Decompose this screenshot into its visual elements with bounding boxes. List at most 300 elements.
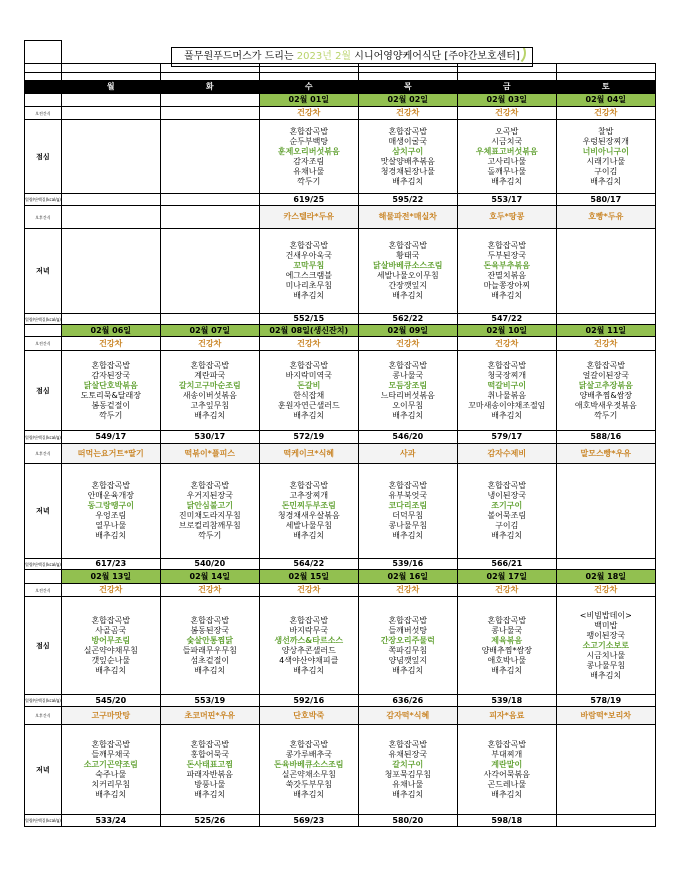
menu-item: 유채나물: [392, 779, 424, 789]
afternoon-snack-cell: 초코머핀*우유: [160, 707, 259, 725]
main-dish: 닭안심불고기: [186, 501, 233, 510]
day-header: 금: [457, 81, 556, 94]
menu-item: 혼합잡곡밥: [91, 739, 131, 749]
menu-item: 매생이굴국: [388, 136, 428, 146]
menu-item: 청경채된장나물: [380, 166, 435, 176]
menu-item: 들깨무채국: [91, 749, 131, 759]
row-label-kcal: 열량/단백질(kcal/g): [25, 194, 62, 206]
kcal-cell: 553/19: [160, 695, 259, 707]
menu-item: 배추김치: [491, 531, 523, 540]
menu-item: 혼합잡곡밥: [91, 615, 131, 625]
morning-snack-cell: 건강차: [556, 337, 655, 351]
row-label-lunch: 점심: [25, 351, 62, 431]
morning-snack-cell: 건강차: [259, 337, 358, 351]
header-spacer-cell: [61, 41, 160, 64]
menu-item: 구이김: [594, 166, 618, 176]
menu-item: 방풍나물: [194, 779, 226, 789]
main-dish: 갈치고구마순조림: [178, 380, 241, 390]
facility-text: [주야간보호센터]: [444, 51, 520, 62]
menu-item: 찰밥: [598, 126, 614, 136]
kcal-cell: [61, 314, 160, 325]
kcal-cell: 546/20: [358, 431, 457, 444]
kcal-cell: 569/23: [259, 815, 358, 827]
day-header: 목: [358, 81, 457, 94]
row-label-kcal: 열량/단백질(kcal/g): [25, 695, 62, 707]
menu-item: 배추김치: [95, 665, 127, 675]
kcal-cell: [61, 194, 160, 206]
row-label-lunch: 점심: [25, 597, 62, 695]
dinner-menu-cell: [457, 229, 556, 314]
main-dish: 닭살고추장볶음: [578, 380, 633, 390]
header-spacer-cell: [25, 41, 62, 64]
morning-snack-cell: [160, 107, 259, 120]
morning-snack-cell: 건강차: [259, 584, 358, 597]
row-label-kcal: 열량/단백질(kcal/g): [25, 815, 62, 827]
morning-snack-cell: 건강차: [160, 584, 259, 597]
day-header: 수: [259, 81, 358, 94]
menu-item: 배추김치: [95, 531, 127, 540]
menu-item: 배추김치: [194, 789, 226, 799]
main-dish: 삼치구이: [392, 146, 424, 156]
menu-item: 유부북엇국: [388, 491, 428, 500]
kcal-cell: 588/16: [556, 431, 655, 444]
afternoon-snack-cell: [160, 206, 259, 229]
menu-item: 콩나물무침: [388, 521, 428, 530]
menu-item: 바지락무국: [289, 625, 329, 635]
lunch-menu-cell: [160, 351, 259, 431]
date-cell: 02월 17일: [457, 570, 556, 584]
menu-item: 혼합잡곡밥: [289, 241, 329, 250]
main-dish: 소고기곤약조림: [83, 759, 138, 769]
menu-item: 섬초겉절이: [190, 655, 230, 665]
date-cell: 02월 06일: [61, 325, 160, 337]
menu-item: 곤드레나물: [487, 779, 527, 789]
menu-item: 사골곰국: [95, 625, 127, 635]
date-cell: [61, 94, 160, 107]
lunch-menu-cell: [160, 120, 259, 194]
menu-item: 혼합잡곡밥: [388, 360, 428, 370]
morning-snack-cell: 건강차: [358, 584, 457, 597]
main-dish: 닭살바베큐소스조림: [372, 261, 443, 270]
menu-item: 순두부백탕: [289, 136, 329, 146]
menu-item: 배추김치: [293, 291, 325, 300]
kcal-cell: 545/20: [61, 695, 160, 707]
main-dish: 계란말이: [491, 759, 523, 769]
date-cell: 02월 03일: [457, 94, 556, 107]
menu-item: 혼합잡곡밥: [487, 739, 527, 749]
header-spacer-cell: [160, 73, 259, 81]
row-label-morning: 오전간식: [25, 337, 62, 351]
main-dish: 생선까스&타르소스: [274, 635, 344, 645]
morning-snack-cell: 건강차: [457, 107, 556, 120]
menu-item: 혼합잡곡밥: [487, 360, 527, 370]
menu-item: 잔멸치볶음: [487, 271, 527, 280]
morning-snack-cell: 건강차: [61, 584, 160, 597]
menu-item: 시금치국: [491, 136, 523, 146]
menu-item: 안매운육개장: [87, 491, 134, 500]
kcal-cell: 578/19: [556, 695, 655, 707]
menu-item: 고추장찌개: [289, 491, 329, 500]
kcal-cell: 617/23: [61, 559, 160, 570]
menu-item: 깍두기: [99, 410, 123, 420]
menu-item: 혼합잡곡밥: [190, 739, 230, 749]
day-header: 월: [61, 81, 160, 94]
menu-item: 배추김치: [293, 531, 325, 540]
menu-item: 오곡밥: [495, 126, 519, 136]
menu-item: 미나리초무침: [285, 281, 332, 290]
menu-item: 얼갈이된장국: [582, 370, 629, 380]
menu-item: 혼합잡곡밥: [487, 481, 527, 490]
row-label-afternoon: 오후간식: [25, 206, 62, 229]
dinner-menu-cell: [259, 725, 358, 815]
main-dish: 너비아니구이: [582, 146, 629, 156]
lunch-menu-cell: [457, 351, 556, 431]
main-dish: 모듬장조림: [388, 380, 428, 390]
menu-item: 혼합잡곡밥: [190, 481, 230, 490]
afternoon-snack-cell: 떡볶이*플피스: [160, 444, 259, 464]
lunch-menu-cell: [556, 351, 655, 431]
dinner-menu-cell: [61, 725, 160, 815]
menu-item: 쑥갓두부무침: [285, 779, 332, 789]
lunch-menu-cell: [259, 120, 358, 194]
main-dish: 닭살단호박볶음: [83, 380, 138, 390]
main-dish: 간장오리주물럭: [380, 635, 435, 645]
menu-item: 마늘쫑장아찌: [483, 281, 530, 290]
afternoon-snack-cell: 피자*음료: [457, 707, 556, 725]
menu-item: 배추김치: [392, 410, 424, 420]
menu-item: 배추김치: [392, 789, 424, 799]
month-text: 2월: [335, 51, 352, 62]
menu-item: 오이무침: [392, 400, 424, 410]
menu-item: 혼합잡곡밥: [91, 481, 131, 490]
menu-item: 애호박나물: [487, 655, 527, 665]
main-dish: 훈제오리버섯볶음: [277, 146, 340, 156]
menu-item: 훈원자연근샐러드: [277, 400, 340, 410]
kcal-cell: 566/21: [457, 559, 556, 570]
menu-item: 혼합잡곡밥: [190, 615, 230, 625]
afternoon-snack-cell: 바람떡*보리차: [556, 707, 655, 725]
kcal-cell: [556, 815, 655, 827]
main-dish: 꼬막무침: [293, 261, 325, 270]
menu-item: 들깨버섯탕: [388, 625, 428, 635]
menu-item: 혼합잡곡밥: [388, 126, 428, 136]
year-text: 2023년: [296, 51, 332, 62]
row-label-blank: [25, 325, 62, 337]
main-dish: 우체표고버섯볶음: [475, 146, 538, 156]
menu-item: 볼어묵조림: [487, 511, 527, 520]
menu-item: 혼합잡곡밥: [289, 615, 329, 625]
dinner-menu-cell: [358, 725, 457, 815]
date-cell: 02월 04일: [556, 94, 655, 107]
morning-snack-cell: 건강차: [358, 107, 457, 120]
dinner-menu-cell: [160, 229, 259, 314]
header-spacer-cell: [160, 64, 259, 73]
menu-item: 양배추찜&쌈장: [579, 390, 633, 400]
menu-item: 혼합잡곡밥: [289, 739, 329, 749]
morning-snack-cell: 건강차: [457, 584, 556, 597]
afternoon-snack-cell: 감자수제비: [457, 444, 556, 464]
main-dish: 돈육부추볶음: [483, 261, 530, 270]
kcal-cell: 540/20: [160, 559, 259, 570]
kcal-cell: 533/24: [61, 815, 160, 827]
menu-item: 냉이된장국: [487, 491, 527, 500]
date-cell: 02월 14일: [160, 570, 259, 584]
menu-item: 혼합잡곡밥: [586, 360, 626, 370]
main-dish: 제육볶음: [491, 635, 523, 645]
morning-snack-cell: 건강차: [160, 337, 259, 351]
menu-item: 실곤약채소무침: [281, 769, 336, 779]
dinner-menu-cell: [61, 229, 160, 314]
menu-item: 봄동된장국: [190, 625, 230, 635]
menu-item: 배추김치: [95, 789, 127, 799]
header-spacer-cell: [25, 73, 62, 81]
menu-item: 시래기나물: [586, 156, 626, 166]
dinner-menu-cell: [61, 464, 160, 559]
menu-item: 간장깻잎지: [388, 281, 428, 290]
afternoon-snack-cell: 사과: [358, 444, 457, 464]
afternoon-snack-cell: 호빵*두유: [556, 206, 655, 229]
header-spacer-cell: [259, 73, 358, 81]
morning-snack-cell: 건강차: [61, 337, 160, 351]
menu-item: 배추김치: [491, 789, 523, 799]
menu-item: 배추김치: [194, 410, 226, 420]
menu-item: 배추김치: [590, 670, 622, 680]
menu-item: 취나물볶음: [487, 390, 527, 400]
corner-cell: [25, 81, 62, 94]
kcal-cell: 580/17: [556, 194, 655, 206]
menu-item: 우엉조림: [95, 511, 127, 520]
menu-item: 건새우아욱국: [285, 251, 332, 260]
row-label-kcal: 열량/단백질(kcal/g): [25, 314, 62, 325]
menu-item: 두부된장국: [487, 251, 527, 260]
menu-item: 혼합잡곡밥: [487, 241, 527, 250]
lunch-menu-cell: [457, 597, 556, 695]
menu-item: 도토리묵&달래장: [80, 390, 141, 400]
menu-item: 배추김치: [392, 531, 424, 540]
menu-item: 파래자반볶음: [186, 769, 233, 779]
menu-item: 혼합잡곡밥: [388, 241, 428, 250]
dinner-menu-cell: [160, 464, 259, 559]
kcal-cell: 562/22: [358, 314, 457, 325]
menu-item: 청포묵김무침: [384, 769, 431, 779]
afternoon-snack-cell: 호두*땅콩: [457, 206, 556, 229]
main-dish: 동그랑땡구이: [87, 501, 134, 510]
lunch-menu-cell: [259, 351, 358, 431]
menu-item: 배추김치: [293, 410, 325, 420]
main-dish: 조기구이: [491, 501, 523, 510]
row-label-lunch: 점심: [25, 120, 62, 194]
menu-item: 홍합어묵국: [190, 749, 230, 759]
kcal-cell: 592/16: [259, 695, 358, 707]
header-spacer-cell: [25, 64, 62, 73]
row-label-dinner: 저녁: [25, 725, 62, 815]
menu-item: 혼합잡곡밥: [289, 360, 329, 370]
date-cell: 02월 15일: [259, 570, 358, 584]
morning-snack-cell: 건강차: [556, 584, 655, 597]
dinner-menu-cell: [556, 464, 655, 559]
lunch-menu-cell: [358, 351, 457, 431]
menu-item: 유채나물: [293, 166, 325, 176]
menu-item: 양상추콘샐러드: [281, 645, 336, 655]
kcal-cell: [160, 314, 259, 325]
menu-item: 우렁된장찌개: [582, 136, 629, 146]
menu-item: 배추김치: [590, 176, 622, 186]
date-cell: 02월 10일: [457, 325, 556, 337]
menu-item: 계란파국: [194, 370, 226, 380]
main-dish: 돈사태표고찜: [186, 759, 233, 769]
menu-item: 양념깻잎지: [388, 655, 428, 665]
kcal-cell: 553/17: [457, 194, 556, 206]
menu-item: 콩나물무침: [586, 660, 626, 670]
menu-item: 꼬마새송이야채조절임: [468, 400, 546, 410]
menu-item: 배추김치: [491, 291, 523, 300]
menu-item: 감자된장국: [91, 370, 131, 380]
menu-item: 들파래무우무침: [182, 645, 237, 655]
menu-item: 배추김치: [293, 665, 325, 675]
main-dish: 돈민찌두부조림: [281, 501, 336, 510]
kcal-cell: 598/18: [457, 815, 556, 827]
weekly-menu-table: [24, 40, 656, 827]
afternoon-snack-cell: 카스텔라*두유: [259, 206, 358, 229]
menu-item: 혼합잡곡밥: [487, 615, 527, 625]
afternoon-snack-cell: 단호박죽: [259, 707, 358, 725]
kcal-cell: [556, 559, 655, 570]
lunch-menu-cell: [556, 120, 655, 194]
menu-item: 4색야산야채피클: [279, 655, 339, 665]
kcal-cell: 525/26: [160, 815, 259, 827]
lunch-menu-cell: [457, 120, 556, 194]
menu-item: 청경채새우살볶음: [277, 511, 340, 520]
menu-item: 느타리버섯볶음: [380, 390, 435, 400]
dinner-menu-cell: [457, 464, 556, 559]
menu-item: 혼합잡곡밥: [388, 615, 428, 625]
morning-snack-cell: 건강차: [259, 107, 358, 120]
menu-item: 깍두기: [594, 410, 618, 420]
day-header: 화: [160, 81, 259, 94]
menu-item: 청국장찌개: [487, 370, 527, 380]
menu-item: 혼합잡곡밥: [289, 481, 329, 490]
dinner-menu-cell: [358, 464, 457, 559]
morning-snack-cell: 건강차: [358, 337, 457, 351]
menu-item: <비빔밥데이>: [579, 610, 632, 620]
menu-item: 에그스크램블: [285, 271, 332, 280]
kcal-cell: 595/22: [358, 194, 457, 206]
menu-item: 배추김치: [392, 665, 424, 675]
date-cell: 02월 07일: [160, 325, 259, 337]
afternoon-snack-cell: 감자떡*식혜: [358, 707, 457, 725]
menu-item: 우거지된장국: [186, 491, 233, 500]
date-cell: 02월 13일: [61, 570, 160, 584]
kcal-cell: 564/22: [259, 559, 358, 570]
menu-item: 쪽파김무침: [388, 645, 428, 655]
kcal-cell: 619/25: [259, 194, 358, 206]
menu-item: 바지락미역국: [285, 370, 332, 380]
menu-item: 배추김치: [491, 410, 523, 420]
main-dish: 돈갈비: [297, 380, 321, 390]
main-dish: 숯살안통찜닭: [186, 635, 233, 645]
date-cell: 02월 16일: [358, 570, 457, 584]
row-label-kcal: 열량/단백질(kcal/g): [25, 559, 62, 570]
menu-item: 진미채도라지무침: [178, 511, 241, 520]
menu-item: 사각어묵볶음: [483, 769, 530, 779]
menu-item: 황태국: [396, 251, 420, 260]
row-label-afternoon: 오후간식: [25, 707, 62, 725]
dinner-menu-cell: [160, 725, 259, 815]
menu-item: 배추김치: [194, 665, 226, 675]
menu-item: 고추잎무침: [190, 400, 230, 410]
date-cell: 02월 11일: [556, 325, 655, 337]
menu-item: 혼합잡곡밥: [388, 481, 428, 490]
menu-item: 유채된장국: [388, 749, 428, 759]
kcal-cell: 552/15: [259, 314, 358, 325]
menu-item: 혼합잡곡밥: [91, 360, 131, 370]
menu-item: 팽이된장국: [586, 630, 626, 640]
main-dish: 떡갈비구이: [487, 380, 527, 390]
row-label-dinner: 저녁: [25, 464, 62, 559]
dinner-menu-cell: [556, 229, 655, 314]
brand-text: 풀무원푸드머스가 드리는: [184, 51, 294, 62]
menu-item: 혼합잡곡밥: [289, 126, 329, 136]
date-cell: 02월 02일: [358, 94, 457, 107]
lunch-menu-cell: [259, 597, 358, 695]
menu-item: 배추김치: [491, 665, 523, 675]
row-label-morning: 오전간식: [25, 107, 62, 120]
menu-item: 치커리무침: [91, 779, 131, 789]
lunch-menu-cell: [61, 120, 160, 194]
menu-item: 더덕무침: [392, 511, 424, 520]
menu-item: 세발나물무침: [285, 521, 332, 530]
menu-item: 콩나물국: [392, 370, 424, 380]
header-spacer-cell: [61, 73, 160, 81]
header-spacer-cell: [358, 73, 457, 81]
menu-item: 배추김치: [392, 291, 424, 300]
row-label-afternoon: 오후간식: [25, 444, 62, 464]
afternoon-snack-cell: 떠먹는요거트*딸기: [61, 444, 160, 464]
header-spacer-cell: [61, 64, 160, 73]
menu-item: 콩나물국: [491, 625, 523, 635]
afternoon-snack-cell: 떡케이크*식혜: [259, 444, 358, 464]
row-label-kcal: 열량/단백질(kcal/g): [25, 431, 62, 444]
menu-item: 애호박새우젓볶음: [574, 400, 637, 410]
menu-item: 부대찌개: [491, 749, 523, 759]
main-dish: 갈치구이: [392, 759, 424, 769]
menu-item: 갯잎순나물: [91, 655, 131, 665]
kcal-cell: 549/17: [61, 431, 160, 444]
lunch-menu-cell: [556, 597, 655, 695]
menu-item: 배추김치: [392, 176, 424, 186]
morning-snack-cell: 건강차: [556, 107, 655, 120]
date-cell: 02월 18일: [556, 570, 655, 584]
dinner-menu-cell: [259, 229, 358, 314]
menu-item: 돌깨무나물: [487, 166, 527, 176]
dinner-menu-cell: [358, 229, 457, 314]
menu-item: 백미밥: [594, 620, 618, 630]
afternoon-snack-cell: 고구마맛탕: [61, 707, 160, 725]
header-spacer-cell: [556, 64, 655, 73]
menu-item: 깍두기: [297, 176, 321, 186]
lunch-menu-cell: [160, 597, 259, 695]
kcal-cell: 539/16: [358, 559, 457, 570]
header-spacer-cell: [259, 64, 358, 73]
menu-item: 고사리나물: [487, 156, 527, 166]
afternoon-snack-cell: [61, 206, 160, 229]
lunch-menu-cell: [61, 597, 160, 695]
menu-item: 콩가루배추국: [285, 749, 332, 759]
date-cell: 02월 09일: [358, 325, 457, 337]
menu-item: 배추김치: [491, 176, 523, 186]
main-dish: 소고기소보로: [582, 640, 629, 650]
header-spacer-cell: [358, 64, 457, 73]
